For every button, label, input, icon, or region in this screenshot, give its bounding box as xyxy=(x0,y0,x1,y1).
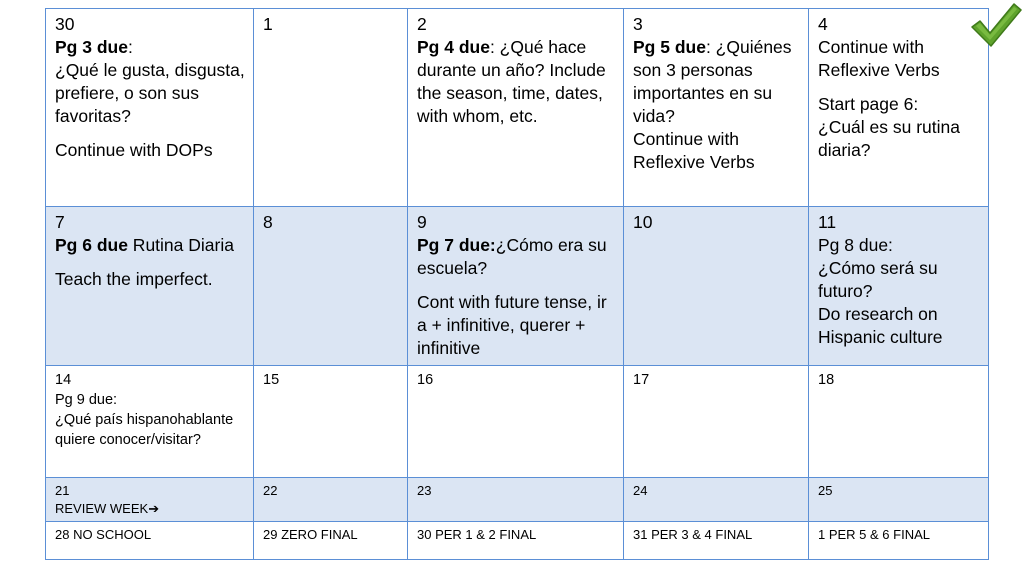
day-number: 30 xyxy=(55,14,75,34)
day-number: 3 xyxy=(633,14,643,34)
due-label: Pg 3 due xyxy=(55,37,128,57)
day-number: 15 xyxy=(263,372,280,389)
day-cell-30-final xyxy=(408,522,624,560)
day-number: 1 xyxy=(263,14,273,34)
review-week-note xyxy=(55,500,245,518)
start-page-note: Start page 6: xyxy=(818,94,919,114)
calendar-week-row xyxy=(46,9,989,207)
day-cell-25 xyxy=(809,478,989,522)
day-cell-18 xyxy=(809,366,989,478)
day-number: 10 xyxy=(633,211,653,232)
lesson-note: Do research on Hispanic culture xyxy=(818,303,943,347)
assignment-prompt: ¿Cómo será su futuro? xyxy=(818,257,938,301)
due-label: Pg 5 due xyxy=(633,37,706,57)
day-number: 8 xyxy=(263,211,273,232)
day-cell-14 xyxy=(46,366,254,478)
review-week-label: REVIEW WEEK xyxy=(55,501,149,517)
assignment-due xyxy=(55,234,245,257)
assignment-prompt: : ¿Quiénes son 3 personas importantes en su vida? xyxy=(633,37,792,126)
day-number: 2 xyxy=(417,14,427,34)
assignment-prompt: ¿Cómo era su escuela? xyxy=(417,234,607,278)
day-cell-21 xyxy=(46,478,254,522)
day-cell-1-final xyxy=(809,522,989,560)
day-number: 25 xyxy=(818,483,833,499)
day-number: 23 xyxy=(417,483,432,499)
lesson-note: Continue with Reflexive Verbs xyxy=(818,37,940,80)
day-number: 24 xyxy=(633,483,648,499)
assignment-prompt: ¿Qué país hispanohablante quiere conocer/visitar? xyxy=(55,412,234,449)
day-cell-11 xyxy=(809,206,989,366)
due-label: Pg 8 due: xyxy=(818,234,893,255)
day-cell-22 xyxy=(254,478,408,522)
day-cell-9 xyxy=(408,206,624,366)
day-number: 16 xyxy=(417,372,434,389)
day-number: 11 xyxy=(818,211,837,232)
day-cell-31 xyxy=(624,522,809,560)
day-cell-1 xyxy=(254,9,408,207)
assignment-due xyxy=(417,36,615,128)
due-label: Pg 4 due xyxy=(417,37,490,57)
checkmark-icon xyxy=(968,0,1024,50)
day-cell-15 xyxy=(254,366,408,478)
day-label: 29 ZERO FINAL xyxy=(263,527,358,543)
assignment-prompt: : ¿Qué hace durante un año? Include the season, time, dates, with whom, etc. xyxy=(417,37,606,126)
calendar-week-row xyxy=(46,206,989,366)
day-label: 31 PER 3 & 4 FINAL xyxy=(633,527,753,543)
day-cell-29 xyxy=(254,522,408,560)
assignment-due xyxy=(633,36,800,128)
day-label: 28 NO SCHOOL xyxy=(55,527,152,543)
lesson-note: Continue with DOPs xyxy=(55,140,213,160)
day-cell-8 xyxy=(254,206,408,366)
day-cell-28 xyxy=(46,522,254,560)
calendar-week-row xyxy=(46,366,989,478)
day-cell-4 xyxy=(809,9,989,207)
day-cell-3 xyxy=(624,9,809,207)
due-label: Pg 9 due: xyxy=(55,392,118,409)
assignment-due xyxy=(55,36,245,59)
lesson-note: Teach the imperfect. xyxy=(55,268,213,289)
day-cell-30 xyxy=(46,9,254,207)
day-number: 9 xyxy=(417,211,427,232)
day-number: 17 xyxy=(633,372,650,389)
day-cell-2 xyxy=(408,9,624,207)
due-label: Pg 6 due xyxy=(55,234,128,255)
day-number: 7 xyxy=(55,211,65,232)
day-number: 22 xyxy=(263,483,278,499)
lesson-note: Continue with Reflexive Verbs xyxy=(633,129,755,172)
calendar-table xyxy=(45,8,989,560)
day-cell-16 xyxy=(408,366,624,478)
day-number: 14 xyxy=(55,372,72,389)
calendar-week-row xyxy=(46,478,989,522)
day-number: 4 xyxy=(818,14,828,34)
assignment-prompt: ¿Cuál es su rutina diaria? xyxy=(818,117,961,160)
day-label: 30 PER 1 & 2 FINAL xyxy=(417,527,537,543)
calendar-week-row xyxy=(46,522,989,560)
day-label: 1 PER 5 & 6 FINAL xyxy=(818,527,930,543)
day-number: 21 xyxy=(55,483,70,499)
due-colon: : xyxy=(127,37,133,57)
assignment-prompt: Rutina Diaria xyxy=(127,234,234,255)
day-cell-24 xyxy=(624,478,809,522)
lesson-note: Cont with future tense, ir a + infinitive, querer + infinitive xyxy=(417,291,607,358)
day-cell-17 xyxy=(624,366,809,478)
assignment-prompt: ¿Qué le gusta, disgusta, prefiere, o son sus favoritas? xyxy=(55,60,245,126)
day-cell-7 xyxy=(46,206,254,366)
day-number: 18 xyxy=(818,372,835,389)
arrow-right-icon: ➔ xyxy=(148,501,160,517)
due-label: Pg 7 due: xyxy=(417,234,496,255)
assignment-due xyxy=(417,234,615,280)
day-cell-10 xyxy=(624,206,809,366)
day-cell-23 xyxy=(408,478,624,522)
